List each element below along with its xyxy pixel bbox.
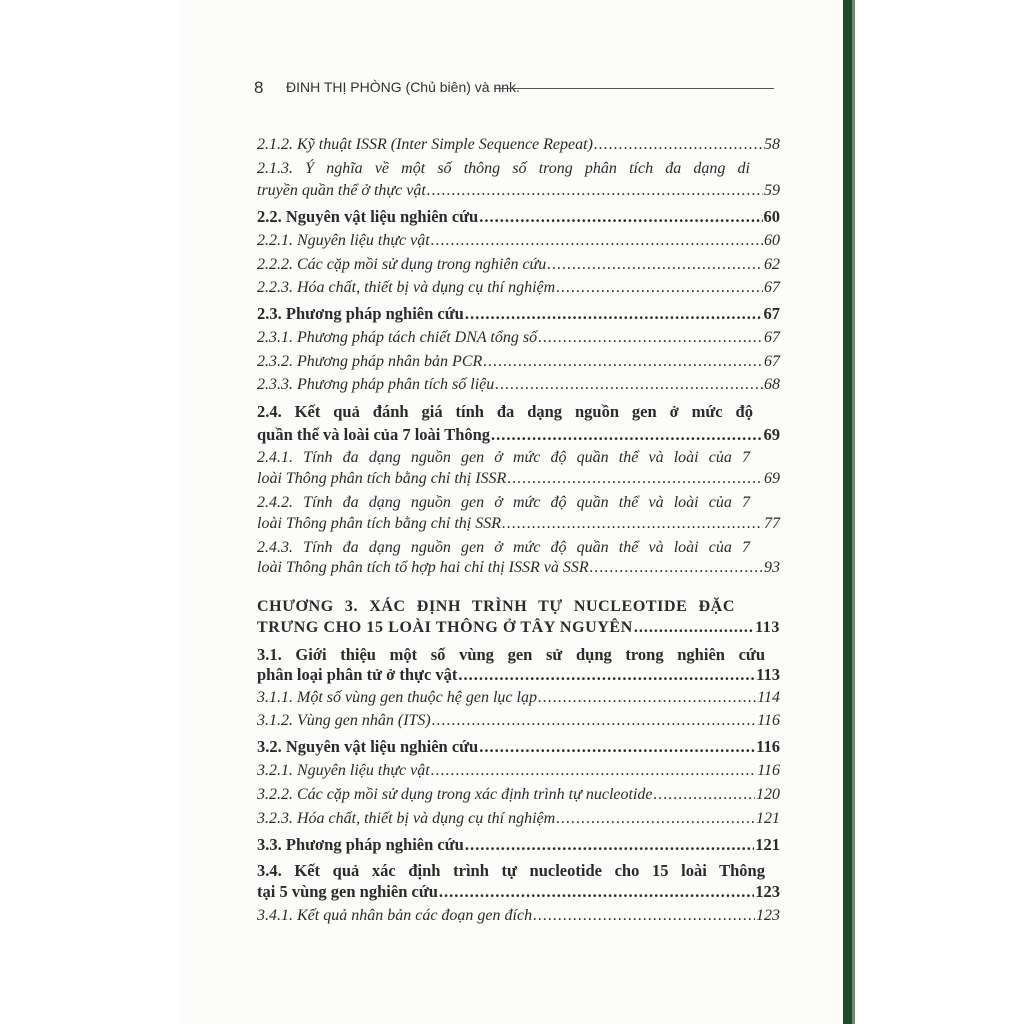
toc-entry-first-line: 2.4.1. Tính đa dạng nguồn gen ở mức độ quần thể và loài của 7 <box>257 449 750 466</box>
toc-entry-first-line: 3.1. Giới thiệu một số vùng gen sử dụng trong nghiên cứu <box>257 645 765 664</box>
toc-entry-first-line: 2.4. Kết quả đánh giá tính đa dạng nguồn gen ở mức độ <box>257 402 753 421</box>
toc-section-entry <box>257 425 780 445</box>
toc-entry <box>257 515 780 533</box>
book-cover-edge <box>843 0 852 1024</box>
running-header <box>254 78 774 100</box>
toc-entry-page: 58 <box>764 136 780 153</box>
page-number: 8 <box>254 78 264 97</box>
toc-entry-title: 3.4.1. Kết quả nhân bản các đoạn gen đích <box>257 907 533 924</box>
toc-entry-title: TRƯNG CHO 15 LOÀI THÔNG Ở TÂY NGUYÊN <box>257 619 633 636</box>
toc-entry <box>257 810 780 828</box>
toc-section-entry <box>257 207 780 227</box>
toc-entry-title: 2.3.2. Phương pháp nhân bản PCR <box>257 353 483 370</box>
toc-entry-title: 2.2.2. Các cặp mồi sử dụng trong nghiên cứu <box>257 256 547 273</box>
toc-entry-page: 121 <box>756 810 780 827</box>
toc-entry-title: 3.2.1. Nguyên liệu thực vật <box>257 762 430 779</box>
toc-entry-page: 93 <box>764 559 780 576</box>
toc-entry-first-line: 2.4.3. Tính đa dạng nguồn gen ở mức độ quần thể và loài của 7 <box>257 539 750 556</box>
toc-section-entry <box>257 304 780 324</box>
toc-entry-title: tại 5 vùng gen nghiên cứu <box>257 882 438 901</box>
toc-entry-title: truyền quần thể ở thực vật <box>257 182 426 199</box>
toc-section-entry <box>257 665 780 685</box>
toc-entry-page: 120 <box>756 786 780 803</box>
toc-entry-title: loài Thông phân tích bằng chỉ thị SSR <box>257 515 501 532</box>
toc-entry-title: 2.2. Nguyên vật liệu nghiên cứu <box>257 207 479 226</box>
header-rule <box>494 88 774 89</box>
toc-entry-page: 67 <box>764 353 780 370</box>
toc-entry-page: 62 <box>764 256 780 273</box>
toc-entry-page: 60 <box>763 207 780 226</box>
toc-entry-title: quần thể và loài của 7 loài Thông <box>257 425 491 444</box>
toc-entry-title: 3.3. Phương pháp nghiên cứu <box>257 835 464 854</box>
toc-entry <box>257 907 780 925</box>
toc-entry-title: 2.3.3. Phương pháp phân tích số liệu <box>257 376 495 393</box>
toc-entry-page: 69 <box>763 425 780 444</box>
toc-entry <box>257 182 780 200</box>
toc-entry-page: 59 <box>764 182 780 199</box>
toc-entry <box>257 559 780 577</box>
toc-entry-title: 2.1.2. Kỹ thuật ISSR (Inter Simple Sequence Repeat) <box>257 136 593 153</box>
toc-entry <box>257 353 780 371</box>
toc-entry-first-line: 2.1.3. Ý nghĩa về một số thông số trong phân tích đa dạng di <box>257 160 750 177</box>
toc-entry <box>257 470 780 488</box>
toc-entry-title: 3.2.2. Các cặp mồi sử dụng trong xác định trình tự nucleotide <box>257 786 653 803</box>
toc-entry-title: 2.2.3. Hóa chất, thiết bị và dụng cụ thí nghiệm <box>257 279 556 296</box>
toc-entry-page: 67 <box>764 329 780 346</box>
toc-entry <box>257 232 780 250</box>
toc-entry-page: 68 <box>764 376 780 393</box>
toc-entry-page: 69 <box>764 470 780 487</box>
toc-entry-title: loài Thông phân tích bằng chỉ thị ISSR <box>257 470 507 487</box>
toc-entry-page: 116 <box>757 712 780 729</box>
toc-entry-page: 67 <box>763 304 780 323</box>
toc-section-entry <box>257 737 780 757</box>
toc-chapter-first-line: CHƯƠNG 3. XÁC ĐỊNH TRÌNH TỰ NUCLEOTIDE ĐẶC <box>257 598 735 615</box>
toc-entry-title: 3.1.1. Một số vùng gen thuộc hệ gen lục lạp <box>257 689 537 706</box>
toc-chapter-entry <box>257 619 780 637</box>
toc-entry <box>257 329 780 347</box>
toc-entry <box>257 786 780 804</box>
toc-entry-page: 123 <box>755 882 780 901</box>
toc-entry-title: 2.2.1. Nguyên liệu thực vật <box>257 232 430 249</box>
toc-entry-title: 3.2. Nguyên vật liệu nghiên cứu <box>257 737 479 756</box>
toc-entry-page: 77 <box>764 515 780 532</box>
toc-entry-page: 60 <box>764 232 780 249</box>
book-cover-edge-highlight <box>852 0 855 1024</box>
toc-entry-title: 3.1.2. Vùng gen nhân (ITS) <box>257 712 431 729</box>
toc-section-entry <box>257 835 780 855</box>
toc-entry <box>257 256 780 274</box>
toc-entry-page: 116 <box>756 737 780 756</box>
toc-entry-page: 113 <box>756 665 780 684</box>
toc-entry <box>257 279 780 297</box>
running-title: ĐINH THỊ PHÒNG (Chủ biên) và nnk. <box>286 79 520 95</box>
toc-entry-page: 121 <box>755 835 780 854</box>
toc-entry-page: 67 <box>764 279 780 296</box>
toc-entry <box>257 712 780 730</box>
toc-entry-page: 114 <box>757 689 780 706</box>
toc-entry <box>257 762 780 780</box>
toc-entry <box>257 136 780 154</box>
toc-entry-title: 3.2.3. Hóa chất, thiết bị và dụng cụ thí nghiệm <box>257 810 556 827</box>
toc-entry-title: 2.3.1. Phương pháp tách chiết DNA tổng số <box>257 329 538 346</box>
toc-entry <box>257 376 780 394</box>
toc-entry-page: 123 <box>756 907 780 924</box>
toc-entry-page: 116 <box>757 762 780 779</box>
toc-section-entry <box>257 882 780 902</box>
toc-entry-page: 113 <box>755 619 780 636</box>
toc-entry-title: loài Thông phân tích tổ hợp hai chỉ thị ISSR và SSR <box>257 559 589 576</box>
toc-entry <box>257 689 780 707</box>
toc-entry-first-line: 3.4. Kết quả xác định trình tự nucleotide cho 15 loài Thông <box>257 861 765 880</box>
toc-entry-title: 2.3. Phương pháp nghiên cứu <box>257 304 464 323</box>
toc-entry-title: phân loại phân tử ở thực vật <box>257 665 458 684</box>
toc-entry-first-line: 2.4.2. Tính đa dạng nguồn gen ở mức độ quần thể và loài của 7 <box>257 494 750 511</box>
